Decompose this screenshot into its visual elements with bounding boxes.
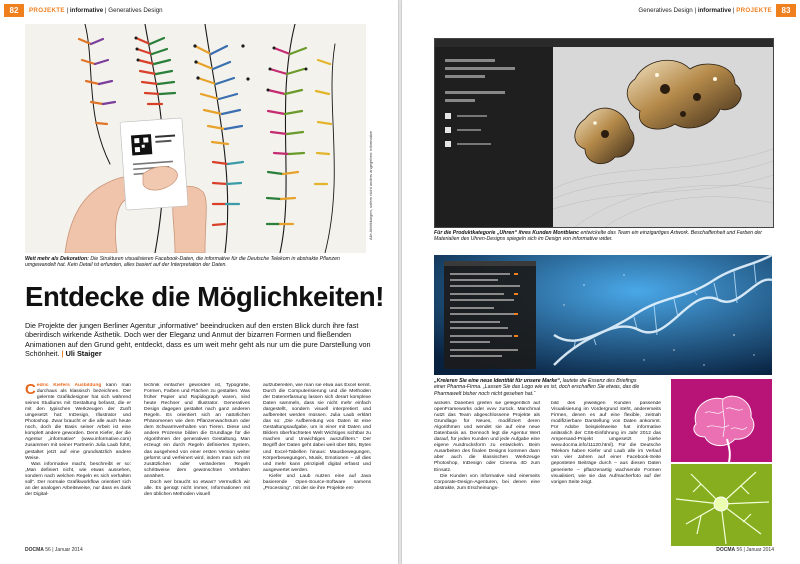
body-column-1: [25, 383, 131, 543]
brain-image-magenta: [671, 379, 772, 462]
metallic-artwork: [435, 39, 773, 227]
right-header-brand: informative: [697, 7, 732, 14]
screenshot-caption: [434, 230, 774, 243]
left-header-section: PROJEKTE: [29, 7, 65, 14]
column-text: aufzubereiten, wie man sie etwa aus Excel kennt. Durch die Computerisierung und die Methoden der Datenerfassung lassen sich derart komplexe Daten sammeln, dass sie nicht mehr einfach dargestellt, sondern visuell interpretiert und aufbereitet werden müssen. Julia Laub erklärt das so: „Die Aufbereitung von Daten ist eine Gestaltungsaufgabe, um in einer mit Daten und Bildern überfrachteten Welt Wichtiges sichtbar zu machen und Unwichtiges auszufiltern.“ Der Begriff der Daten geht dabei weit über Bits, Bytes und Excel-Tabellen hinaus: Mausbewegungen, Körperbewegungen, Musik, Emotionen – all dies und mehr kann prinzipiell digital erfasst und ausgewertet werden.: [263, 383, 371, 473]
left-page-number: 82: [4, 4, 24, 17]
column-text: Die Kunden von informative sind einerseits Corporate-Design-Agenturen, bei denen eine abstrakte, zum Erscheinungs-: [434, 473, 540, 491]
footer-brand: DOCMA: [716, 547, 736, 553]
left-header-topic: Generatives Design: [108, 7, 163, 14]
intro-paragraph: [25, 321, 371, 358]
column-text: Was informative macht, beschreibt er so: „Man definiert nicht, wie etwas aussehen, sondern nach welchen Regeln es sich verhalten soll“. Der normale Grafikworkflow orientiert sich an der analogen Arbeitsweise, nur dass es dank der Digital-: [25, 461, 131, 497]
column-text: Doch wer braucht so etwas? Vermutlich wir alle. Es genügt nicht immer, Informationen mit den üblichen Methoden visuell: [144, 479, 250, 497]
right-footer: [716, 547, 774, 553]
dna-caption-lead: „Kreieren Sie eine neue Identität für unsere Marke“,: [434, 378, 562, 384]
footer-issue: 56 | Januar 2014: [45, 547, 83, 553]
screenshot-caption-text: entwickelte das Team ein einzigartiges Artwork. Beschaffenheit und Farben der Materialien des Uhren-Designs spiegeln sich im Design von informative wider.: [434, 230, 763, 243]
photo-credit: Alle Abbildungen, sofern nicht anders angegeben: informative: [368, 131, 373, 240]
right-body-column-1: [434, 401, 540, 546]
right-header-section: PROJEKTE: [736, 7, 772, 14]
left-header-brand: informative: [69, 7, 104, 14]
right-header-topic: Generatives Design: [638, 7, 693, 14]
column-text: kann man durchaus als klassisch bezeichnen. Der gelernte Grafikdesigner hat sich während seines Studiums mit Gestaltung befasst, die er mit den typischen Werkzeugen der Zunft umgesetzt hat: InDesign, Illustrator und Photoshop. Zwar braucht er die alle auch heute noch, doch die Basis seiner Arbeit ist eine komplett andere geworden. Denn Kiefer, der die Agentur „informative“ (www.informative.com) zusammen mit seiner Partnerin Julia Laub führt, gestaltet jetzt auf eine grundsätzlich andere Weise.: [25, 383, 131, 461]
author-separator: |: [61, 348, 64, 358]
intro-text: Die Projekte der jungen Berliner Agentur „informative“ beeindrucken auf den ersten Blick durch ihre fast überirdisch wirkende Ästhetik. Doch wer der Eleganz und Anmut der bizarren Formen und fließenden Animationen auf den Grund geht, entdeckt, dass es um weit mehr geht als nur um die pure Darstellung von Schönheit.: [25, 321, 371, 358]
column-text: wickeln. Daneben greifen sie gelegentlich auf openFrameworks oder vvvv zurück. Manchmal nutzt das Team abgeschlossene Projekte als Grundlage für Neues, modifiziert deren Algorithmen und wendet sie auf eine neue Datenbasis an. Dennoch legt die Agentur Wert darauf, für jeden Kunden und jede Aufgabe eine eigene Ausdrucksform zu entwickeln. Beim Ausarbeiten des finalen Designs kommen dann aber auch die klassischen Werkzeuge Photoshop, InDesign oder Cinema 4D zum Einsatz.: [434, 401, 540, 473]
dna-image: [434, 255, 772, 375]
body-column-3: [263, 383, 371, 543]
screenshot-caption-lead: Für die Produktkategorie „Uhren“ ihres Kunden Montblanc: [434, 230, 579, 236]
left-page: [0, 0, 398, 564]
neuron-icon: [671, 464, 772, 546]
right-page-number: 83: [776, 4, 796, 17]
photo-caption-text: Die Strukturen visualisieren Facebook-Daten, die informative für die Deutsche Telekom in abstrakte Pflanzen umgewandelt hat. Kein Detail ist erfunden, alles basiert auf der Interpretation der Daten.: [25, 256, 340, 269]
headline: Entdecke die Möglichkeiten!: [25, 281, 384, 312]
author-name: Uli Staiger: [65, 348, 102, 358]
lead-in: edric Kiefers Ausbildung: [36, 383, 102, 388]
column-text: technik einfacher geworden ist, Typografie, Formen, Farben und Flächen zu gestalten. Was früher Papier und Rapidograph waren, sind heute Rechner und Illustrator. Generatives Design dagegen gestaltet nach ganz anderen Regeln. Es orientiert sich an natürlichen Phänomenen wie dem Pflanzenwachstum oder dem Schwarmverhalten von Tieren. Diese und andere Prozesse bilden die Grundlage für die Algorithmen der generativen Gestaltung. Man erzeugt ein durch Regeln definiertes System, das ausgehend von einer ersten Version weiter geformt und verfeinert wird, indem man sich mit zusätzlichen oder veränderten Regeln schrittweise dem gewünschten Verhalten annähert.: [144, 383, 250, 479]
dna-caption: [434, 378, 644, 397]
drop-cap: C: [25, 383, 36, 398]
column-text: bild des jeweiligen Kunden passende Visualisierung im Vordergrund steht, andererseits Firmen, denen es auf eine flexible, zeitnah modifizierbare Darstellung von Daten ankommt. Für Adobe beispielsweise hat informative anlässlich der CS6-Einführung im Jahr 2012 das Ampersand-Projekt umgesetzt (siehe www.docma.info/11120.html). Für die Deutsche Telekom haben Kiefer und Laub alle im Verlauf von vier Jahren auf einer Facebook-Seite geposteten Beiträge durch – aus diesen Daten generierte – pflanzenartig wachsende Formen visualisiert, wie sie das Aufmacherfoto auf der vorigen Seite zeigt.: [551, 401, 661, 485]
photo-caption: [25, 256, 366, 269]
footer-issue: 56 | Januar 2014: [736, 547, 774, 553]
opening-photo: [25, 24, 366, 253]
dna-helix-artwork: [434, 255, 772, 375]
brain-image-green: [671, 464, 772, 546]
brain-icon: [671, 379, 772, 462]
right-body-column-2: [551, 401, 661, 546]
right-running-header: Generatives Design | informative | PROJEKTE: [638, 7, 772, 14]
left-running-header: PROJEKTE | informative | Generatives Design: [29, 7, 163, 14]
body-column-2: [144, 383, 250, 543]
dna-caption-text: lautete die Essenz des Briefings einer Pharma-Firma. „Lassen Sie das Logo wie es ist, doch erschaffen Sie etwas, das die Pharmawelt bisher noch nicht gesehen hat.“: [434, 378, 640, 397]
column-text: Kiefer und Laub nutzen eine auf Java basierende Open-Source-Software namens „Processing“, mit der sie ihre Projekte ent-: [263, 473, 371, 491]
right-page: [402, 0, 800, 564]
photo-caption-lead: Weit mehr als Dekoration:: [25, 256, 89, 262]
left-footer: [25, 547, 83, 553]
footer-brand: DOCMA: [25, 547, 44, 553]
software-screenshot: [434, 38, 774, 228]
plant-artwork: [25, 24, 366, 253]
